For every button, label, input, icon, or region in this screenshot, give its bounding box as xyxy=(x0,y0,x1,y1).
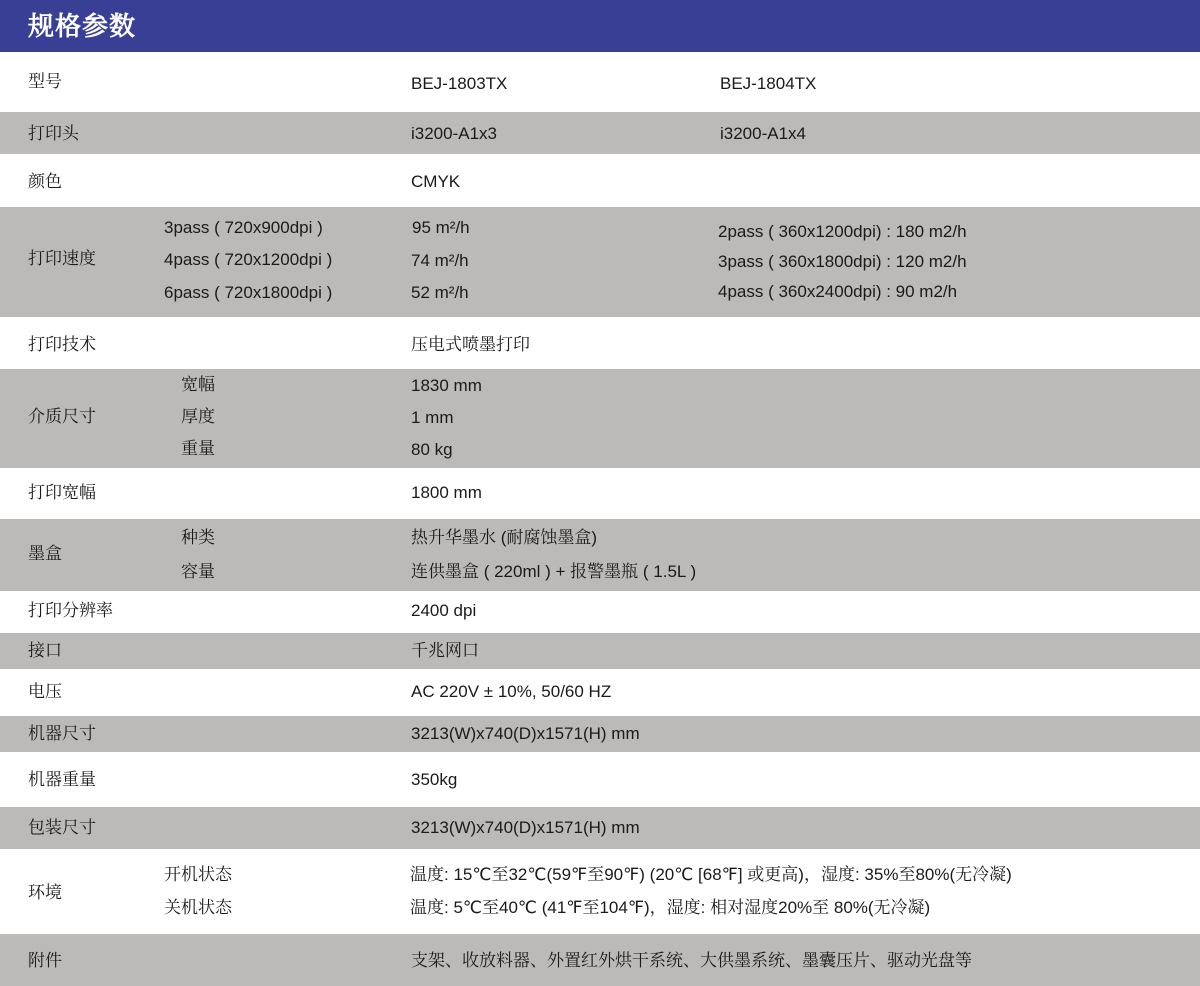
speed-mode: 6pass ( 720x1800dpi ) xyxy=(164,283,333,302)
value-machine-weight: 350kg xyxy=(411,770,458,789)
value-color: CMYK xyxy=(411,172,461,191)
speed-value-alt: 2pass ( 360x1200dpi) : 180 m2/h xyxy=(718,222,967,241)
row-label: 介质尺寸 xyxy=(28,407,96,426)
row-label: 墨盒 xyxy=(28,544,62,563)
media-sub-label: 厚度 xyxy=(181,407,215,426)
env-value: 温度: 5℃至40℃ (41℉至104℉)，湿度: 相对湿度20%至 80%(无冷凝) xyxy=(410,898,931,917)
value-voltage: AC 220V ± 10%, 50/60 HZ xyxy=(411,682,612,701)
value-tech: 压电式喷墨打印 xyxy=(411,335,530,354)
row-label: 打印速度 xyxy=(28,249,96,268)
row-label: 型号 xyxy=(28,72,62,91)
speed-value: 95 m²/h xyxy=(412,218,470,237)
value-accessories: 支架、收放料器、外置红外烘干系统、大供墨系统、墨囊压片、驱动光盘等 xyxy=(411,951,972,970)
speed-mode: 4pass ( 720x1200dpi ) xyxy=(164,250,333,269)
value-model-2: BEJ-1804TX xyxy=(720,74,817,93)
spec-row-media xyxy=(0,369,1200,468)
row-label: 颜色 xyxy=(28,172,62,191)
row-label: 附件 xyxy=(28,951,62,970)
row-label: 打印技术 xyxy=(28,335,96,354)
speed-mode: 3pass ( 720x900dpi ) xyxy=(164,218,323,237)
spec-row-model xyxy=(0,52,1200,112)
row-label: 环境 xyxy=(28,883,62,902)
speed-value: 74 m²/h xyxy=(411,251,469,270)
value-printhead-2: i3200-A1x4 xyxy=(720,124,807,143)
speed-value-alt: 3pass ( 360x1800dpi) : 120 m2/h xyxy=(718,252,967,271)
value-machine-size: 3213(W)x740(D)x1571(H) mm xyxy=(411,724,640,743)
env-value: 温度: 15℃至32℃(59℉至90℉) (20℃ [68℉] 或更高)，湿度: 35%至80%(无冷凝) xyxy=(410,865,1012,884)
media-value: 1 mm xyxy=(411,408,454,427)
row-label: 机器尺寸 xyxy=(28,724,96,743)
spec-row-voltage xyxy=(0,669,1200,716)
row-label: 接口 xyxy=(28,641,62,660)
ink-sub-label: 容量 xyxy=(181,562,215,581)
row-label: 包装尺寸 xyxy=(28,818,96,837)
row-label: 电压 xyxy=(28,682,62,701)
spec-row-environment xyxy=(0,849,1200,934)
speed-value-alt: 4pass ( 360x2400dpi) : 90 m2/h xyxy=(718,282,958,301)
spec-row-ink xyxy=(0,519,1200,591)
env-sub-label: 关机状态 xyxy=(164,898,232,917)
page-title: 规格参数 xyxy=(28,11,137,41)
ink-sub-label: 种类 xyxy=(181,528,215,547)
media-sub-label: 宽幅 xyxy=(181,375,215,394)
media-value: 80 kg xyxy=(411,440,453,459)
spec-row-accessories xyxy=(0,934,1200,986)
spec-row-tech xyxy=(0,317,1200,369)
spec-row-speed xyxy=(0,207,1200,317)
env-sub-label: 开机状态 xyxy=(164,865,232,884)
spec-row-color xyxy=(0,154,1200,207)
header-bar xyxy=(0,0,1200,52)
row-label: 打印分辨率 xyxy=(28,601,113,620)
spec-row-interface xyxy=(0,633,1200,669)
value-print-width: 1800 mm xyxy=(411,483,482,502)
media-sub-label: 重量 xyxy=(181,439,215,458)
spec-row-package-size xyxy=(0,807,1200,849)
value-resolution: 2400 dpi xyxy=(411,601,477,620)
value-model-1: BEJ-1803TX xyxy=(411,74,508,93)
row-label: 打印宽幅 xyxy=(28,483,96,502)
spec-row-machine-size xyxy=(0,716,1200,752)
ink-value: 连供墨盒 ( 220ml ) + 报警墨瓶 ( 1.5L ) xyxy=(411,562,697,581)
spec-row-resolution xyxy=(0,591,1200,633)
speed-value: 52 m²/h xyxy=(411,283,469,302)
spec-row-printhead xyxy=(0,112,1200,154)
ink-value: 热升华墨水 (耐腐蚀墨盒) xyxy=(411,528,598,547)
spec-row-print-width xyxy=(0,468,1200,519)
row-label: 打印头 xyxy=(28,124,79,143)
row-label: 机器重量 xyxy=(28,770,96,789)
media-value: 1830 mm xyxy=(411,376,482,395)
value-printhead-1: i3200-A1x3 xyxy=(411,124,498,143)
value-package-size: 3213(W)x740(D)x1571(H) mm xyxy=(411,818,640,837)
spec-row-machine-weight xyxy=(0,752,1200,807)
value-interface: 千兆网口 xyxy=(411,641,479,660)
